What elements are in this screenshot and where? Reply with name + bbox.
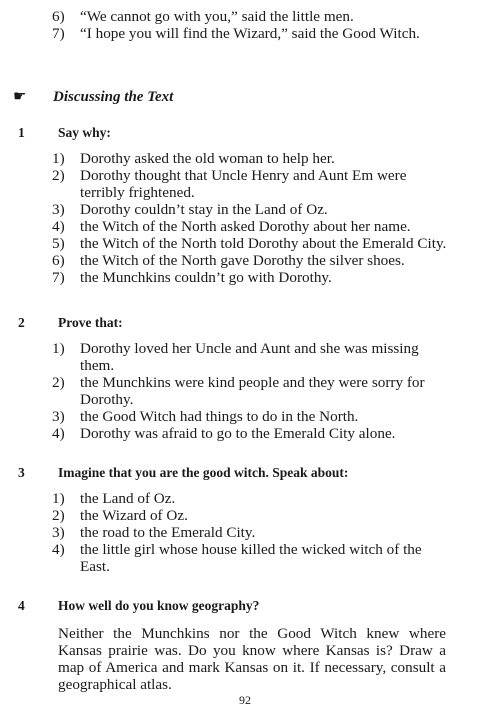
task-number: 1 xyxy=(18,125,25,140)
list-item: 7) “I hope you will find the Wizard,” said the Good Witch. xyxy=(52,25,420,42)
task-list xyxy=(52,340,450,442)
list-item: 2) Dorothy thought that Uncle Henry and Aunt Em were terribly frightened. xyxy=(52,167,407,201)
list-item: 3) the road to the Emerald City. xyxy=(52,524,256,541)
list-item: 4) the little girl whose house killed the wicked witch of the East. xyxy=(52,541,422,575)
task-label: Prove that: xyxy=(58,315,123,330)
list-item: 3) Dorothy couldn’t stay in the Land of Oz. xyxy=(52,201,328,218)
section-heading xyxy=(13,88,173,106)
list-item: 2) the Wizard of Oz. xyxy=(52,507,188,524)
list-item: 4) the Witch of the North asked Dorothy about her name. xyxy=(52,218,411,235)
list-item: 4) Dorothy was afraid to go to the Emerald City alone. xyxy=(52,425,396,442)
list-item: 1) the Land of Oz. xyxy=(52,490,176,507)
task-number: 2 xyxy=(18,315,25,330)
list-item: 5) the Witch of the North told Dorothy about the Emerald City. xyxy=(52,235,447,252)
section-title: Discussing the Text xyxy=(53,88,174,105)
task-label: Imagine that you are the good witch. Speak about: xyxy=(58,465,349,480)
task-number: 3 xyxy=(18,465,25,480)
task-label: How well do you know geography? xyxy=(58,598,260,613)
list-item: 2) the Munchkins were kind people and they were sorry for Dorothy. xyxy=(52,374,425,408)
task-number: 4 xyxy=(18,598,25,613)
task-paragraph: Neither the Munchkins nor the Good Witch knew where Kansas prairie was. Do you know where Kansas is? Draw a map of America and mark Kansas on it. If necessary, consult a geographical atlas. xyxy=(58,625,446,693)
task-list xyxy=(52,490,450,575)
task-list xyxy=(52,150,450,286)
list-item: 6) the Witch of the North gave Dorothy the silver shoes. xyxy=(52,252,405,269)
continued-list xyxy=(52,8,472,42)
list-item: 7) the Munchkins couldn’t go with Dorothy. xyxy=(52,269,332,286)
pointing-hand-icon: ☛ xyxy=(13,89,27,105)
page-number: 92 xyxy=(239,693,251,707)
list-item: 6) “We cannot go with you,” said the little men. xyxy=(52,8,354,25)
task-label: Say why: xyxy=(58,125,111,140)
list-item: 1) Dorothy asked the old woman to help her. xyxy=(52,150,335,167)
list-item: 3) the Good Witch had things to do in the North. xyxy=(52,408,359,425)
list-item: 1) Dorothy loved her Uncle and Aunt and she was missing them. xyxy=(52,340,419,374)
